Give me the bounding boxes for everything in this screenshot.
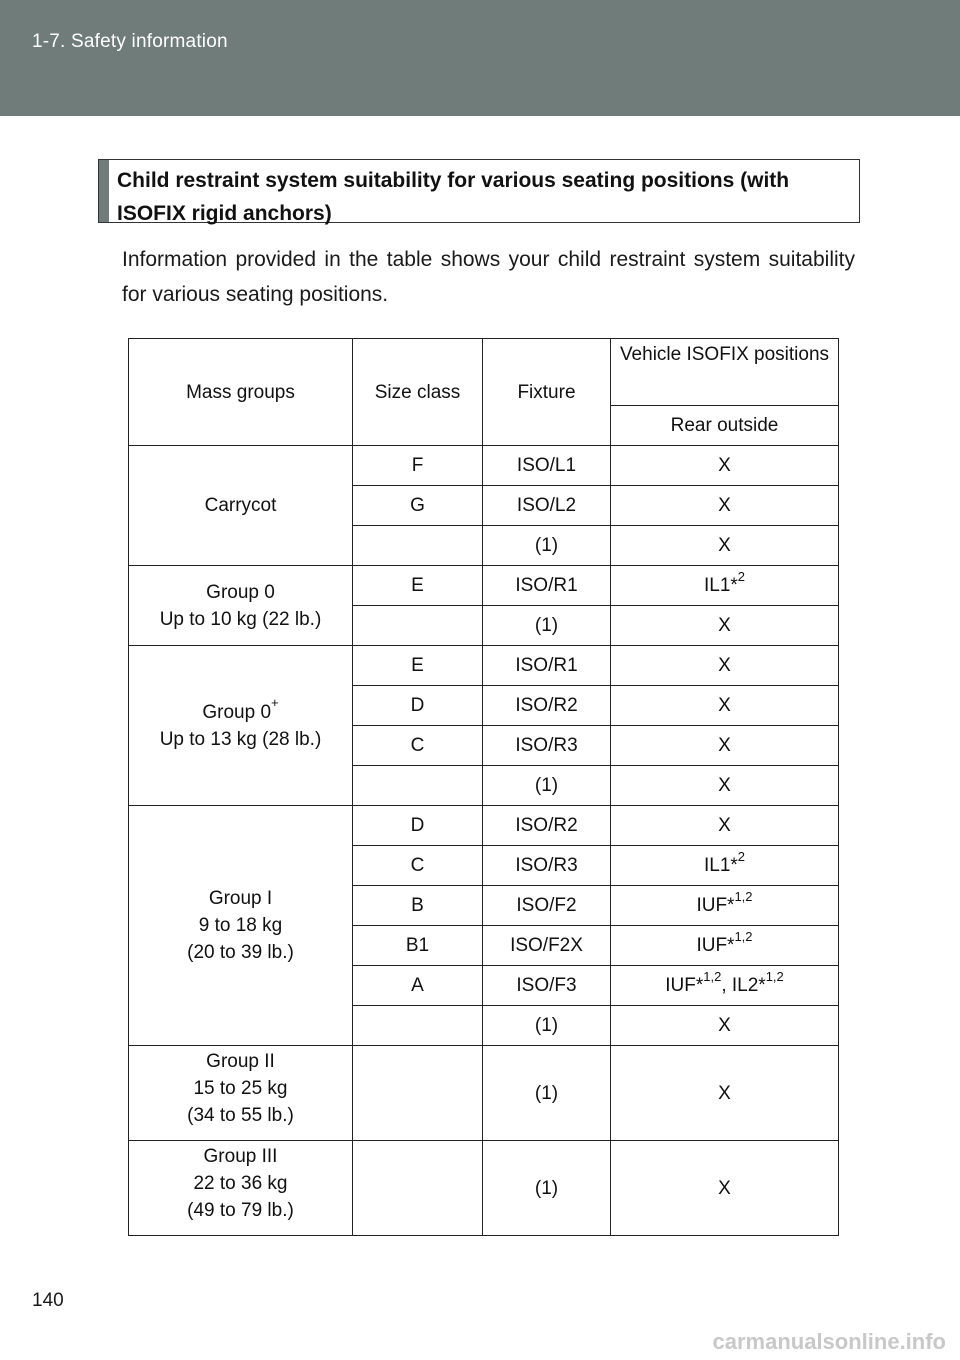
fixture-cell: (1) [483,1141,611,1236]
mass-group-name: Group II [206,1051,275,1072]
watermark: carmanualsonline.info [712,1329,946,1354]
suitability-value: IL1* [703,575,738,596]
footnote-ref: 2 [737,568,746,584]
fixture-cell: (1) [483,1046,611,1141]
mass-group-name: Group I [208,888,273,909]
suitability-value: IUF* [665,975,704,996]
mass-group-weight: 15 to 25 kg [193,1078,288,1099]
fixture-cell: ISO/R2 [483,686,611,726]
mass-group-name: Group 0 [206,581,275,603]
mass-group-sup: + [271,695,279,711]
section-breadcrumb: 1-7. Safety information [32,31,228,52]
mass-group-weight: 22 to 36 kg [193,1173,288,1194]
suitability-value: X [718,615,731,636]
fixture-cell: ISO/F3 [483,966,611,1006]
isofix-suitability-table [128,338,839,1236]
fixture-cell: ISO/F2 [483,886,611,926]
page-number: 140 [32,1290,64,1311]
mass-group-weight: 9 to 18 kg [198,915,283,936]
suitability-value: X [718,1015,731,1036]
size-class-cell [353,526,483,566]
fixture-cell: ISO/L1 [483,446,611,486]
suitability-cell [611,646,839,686]
suitability-cell [611,726,839,766]
suitability-value: X [718,535,731,556]
suitability-value: X [718,775,731,796]
fixture-cell: (1) [483,766,611,806]
header-band [0,0,960,116]
footnote-ref: 1,2 [734,928,753,944]
suitability-value: X [718,1082,731,1104]
fixture-cell: ISO/R3 [483,846,611,886]
suitability-value: X [718,1177,731,1199]
size-class-cell: D [353,806,483,846]
footnote-ref: 2 [737,848,746,864]
size-class-cell: C [353,726,483,766]
suitability-cell [611,606,839,646]
mass-group-weight-lb: (34 to 55 lb.) [187,1105,294,1126]
size-class-cell: G [353,486,483,526]
suitability-cell [611,886,839,926]
header-mass-groups: Mass groups [129,339,353,446]
footnote-ref-2: 1,2 [765,968,784,984]
header-rear-outside: Rear outside [611,406,839,446]
fixture-cell: ISO/R3 [483,726,611,766]
mass-group-cell [129,566,353,646]
suitability-value-2: , IL2* [721,975,766,996]
suitability-value: X [718,455,731,476]
fixture-cell: ISO/R2 [483,806,611,846]
table-row [129,646,839,686]
intro-paragraph: Information provided in the table shows your child restraint system suitability for various seating positions. [122,248,855,306]
mass-group-name: Carrycot [204,495,277,516]
fixture-cell: (1) [483,1006,611,1046]
mass-group-cell [129,646,353,806]
suitability-cell [611,686,839,726]
suitability-cell [611,966,839,1006]
fixture-cell: ISO/R1 [483,566,611,606]
suitability-cell [611,526,839,566]
suitability-value: X [718,655,731,676]
size-class-cell [353,606,483,646]
size-class-cell: B1 [353,926,483,966]
table-row [129,1141,839,1236]
mass-group-cell [129,1046,353,1141]
suitability-value: X [718,735,731,756]
suitability-cell [611,806,839,846]
suitability-cell [611,1141,839,1236]
suitability-cell [611,566,839,606]
table-row [129,446,839,486]
suitability-value: X [718,495,731,516]
suitability-cell [611,766,839,806]
section-title: Child restraint system suitability for various seating positions (with ISOFIX rigid anchors) [117,169,790,225]
suitability-cell [611,486,839,526]
fixture-cell: ISO/F2X [483,926,611,966]
mass-group-weight: Up to 13 kg (28 lb.) [159,728,322,750]
fixture-cell: ISO/R1 [483,646,611,686]
size-class-cell [353,1006,483,1046]
size-class-cell: A [353,966,483,1006]
size-class-cell: E [353,646,483,686]
fixture-cell: ISO/L2 [483,486,611,526]
suitability-cell [611,446,839,486]
mass-group-name: Group 0 [202,701,272,723]
header-vehicle-positions: Vehicle ISOFIX positions [611,339,839,406]
suitability-value: X [718,815,731,836]
mass-group-name: Group III [203,1146,278,1167]
size-class-cell: D [353,686,483,726]
suitability-cell [611,1046,839,1141]
fixture-cell: (1) [483,526,611,566]
section-heading-box [98,159,860,223]
header-size-class: Size class [353,339,483,446]
size-class-cell: F [353,446,483,486]
suitability-value: IUF* [696,895,735,916]
suitability-cell [611,926,839,966]
size-class-cell [353,766,483,806]
suitability-value: IUF* [696,935,735,956]
mass-group-weight: Up to 10 kg (22 lb.) [159,608,322,630]
table-row [129,566,839,606]
suitability-value: IL1* [703,855,738,876]
size-class-cell [353,1141,483,1236]
mass-group-weight-lb: (20 to 39 lb.) [187,942,294,963]
size-class-cell: C [353,846,483,886]
mass-group-cell [129,806,353,1046]
size-class-cell [353,1046,483,1141]
footnote-ref: 1,2 [703,968,722,984]
suitability-cell [611,846,839,886]
size-class-cell: B [353,886,483,926]
section-heading-bar [99,160,109,222]
fixture-cell: (1) [483,606,611,646]
table-row [129,806,839,846]
mass-group-cell [129,446,353,566]
footnote-ref: 1,2 [734,888,753,904]
header-fixture: Fixture [483,339,611,446]
table-row [129,1046,839,1141]
mass-group-cell [129,1141,353,1236]
suitability-value: X [718,695,731,716]
mass-group-weight-lb: (49 to 79 lb.) [187,1200,294,1221]
size-class-cell: E [353,566,483,606]
suitability-cell [611,1006,839,1046]
